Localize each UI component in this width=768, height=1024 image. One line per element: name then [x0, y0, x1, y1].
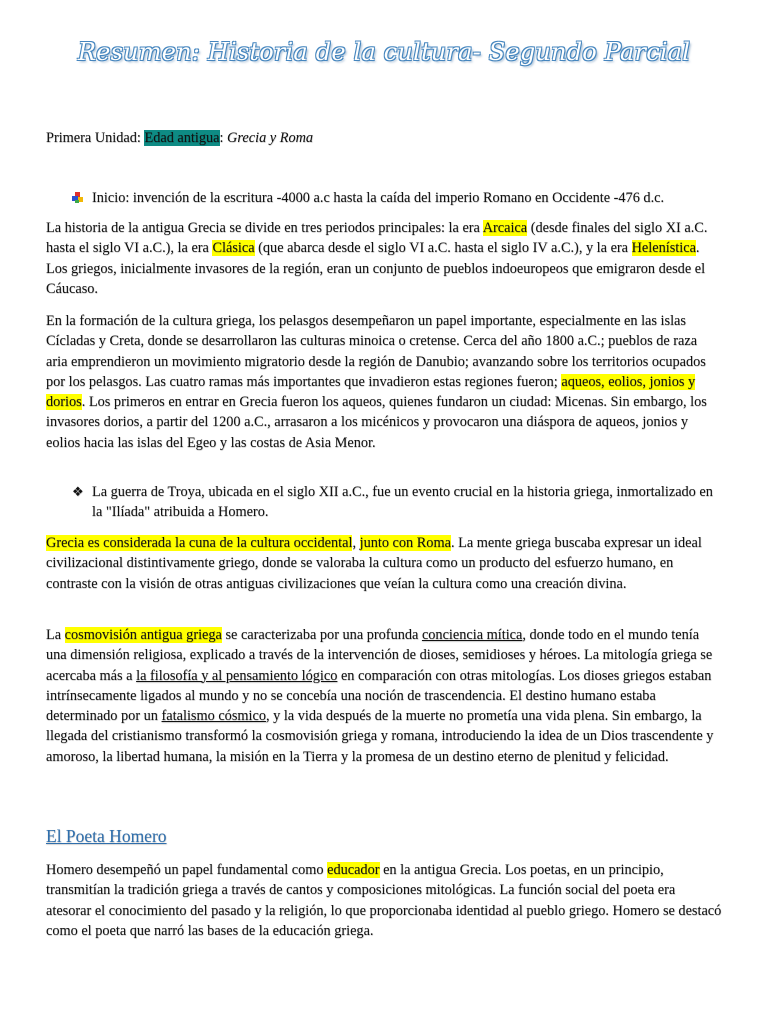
multicolor-square-bullet-icon: [72, 192, 84, 204]
unit-prefix: Primera Unidad:: [46, 130, 145, 146]
highlight-educador: educador: [327, 862, 380, 878]
text-run: . La mente griega buscaba expresar un ideal civilizacional distintivamente griego, donde se valoraba la cultura como un producto del esfuerzo humano, en contraste con la visión de otras antiguas civilizaciones que veían la cultura como una creación divina.: [46, 535, 702, 592]
underline-filosofia: la filosofía y al pensamiento lógico: [136, 667, 338, 684]
text-run: en la antigua Grecia. Los poetas, en un principio, transmitían la tradición griega a través de cantos y composiciones mitológicas. La función social del poeta era atesorar el conocimiento del pasado y la religión, lo que proporcionaba identidad al pueblo griego. Homero se destacó como el poeta que narró las bases de la educación griega.: [46, 862, 722, 939]
underline-fatalismo: fatalismo cósmico: [161, 708, 266, 725]
bullet-text: Inicio: invención de la escritura -4000 a.c hasta la caída del imperio Romano en Occidente -476 d.c.: [92, 190, 665, 206]
bullet-text: La guerra de Troya, ubicada en el siglo XII a.C., fue un evento crucial en la historia griega, inmortalizado en la "Ilíada" atribuida a Homero.: [92, 484, 713, 521]
unit-topic: Grecia y Roma: [227, 130, 314, 146]
highlight-arcaica: Arcaica: [482, 220, 528, 236]
highlight-pueblos: aqueos, eolios, jonios y dorios: [46, 373, 696, 411]
paragraph-cuna: [46, 533, 722, 594]
document-title: Resumen: Historia de la cultura- Segundo Parcial: [77, 38, 691, 66]
highlight-helenistica: Helenística: [631, 240, 696, 257]
paragraph-periodos: [46, 218, 722, 299]
text-run: Homero desempeñó un papel fundamental como: [46, 862, 328, 878]
diamond-bullet-icon: ❖: [72, 485, 84, 500]
text-run: La historia de la antigua Grecia se divide en tres periodos principales: la era: [46, 220, 483, 236]
text-run: . Los primeros en entrar en Grecia fueron los aqueos, quienes fundaron un ciudad: Micenas. Sin embargo, los invasores dorios, a partir del 1200 a.C., arrasaron a los micénicos y provocaron una diáspora de aqueos, jonios y eolios hacia las islas del Egeo y las costas de Asia Menor.: [46, 394, 707, 451]
text-run: (desde finales del siglo XI a.C. hasta el siglo VI a.C.), la era: [46, 220, 708, 257]
paragraph-cosmovision: [46, 625, 722, 767]
paragraph-formacion: [46, 311, 722, 453]
section-heading-homero: El Poeta Homero: [46, 826, 167, 846]
paragraph-homero: [46, 860, 722, 941]
text-run: En la formación de la cultura griega, los pelasgos desempeñaron un papel importante, especialmente en las islas Cícladas y Creta, donde se desarrollaron las culturas minoica o cretense. Cerca del año 1800 a.C.; pueblos de raza aria emprendieron un movimiento migratorio desde la región de Danubio; avanzando sobre los territorios ocupados por los pelasgos. Las cuatro ramas más importantes que invadieron estas regiones fueron;: [46, 313, 706, 390]
unit-era-highlight: Edad antigua: [144, 130, 220, 146]
highlight-cuna: Grecia es considerada la cuna de la cultura occidental: [46, 535, 353, 551]
highlight-clasica: Clásica: [212, 240, 255, 257]
highlight-roma: junto con Roma: [359, 535, 451, 551]
text-run: se caracterizaba por una profunda: [221, 627, 422, 643]
text-run: , donde todo en el mundo tenía una dimensión religiosa, explicado a través de la intervención de dioses, semidioses y héroes. La mitología griega se acercaba más a: [46, 627, 713, 684]
text-run: en comparación con otras mitologías. Los dioses griegos estaban intrínsecamente ligados al mundo y no se concebía una noción de trascendencia. El destino humano estaba determinado por un: [46, 667, 712, 725]
text-run: ,: [352, 535, 360, 551]
unit-line: [46, 128, 722, 148]
highlight-cosmovision: cosmovisión antigua griega: [64, 627, 222, 643]
text-run: (que abarca desde el siglo VI a.C. hasta el siglo IV a.C.), y la era: [254, 240, 632, 257]
underline-conciencia-mitica: conciencia mítica: [421, 627, 523, 643]
text-run: . Los griegos, inicialmente invasores de la región, eran un conjunto de pueblos indoeuropeos que emigraron desde el Cáucaso.: [46, 240, 706, 297]
text-run: , y la vida después de la muerte no prometía una vida plena. Sin embargo, la llegada del cristianismo transformó la cosmovisión griega y romana, introduciendo la idea de un Dios trascendente y amoroso, la libertad humana, la misión en la Tierra y la promesa de un destino eterno de plenitud y felicidad.: [46, 708, 714, 765]
text-run: La: [46, 627, 65, 643]
unit-separator: :: [219, 130, 228, 146]
